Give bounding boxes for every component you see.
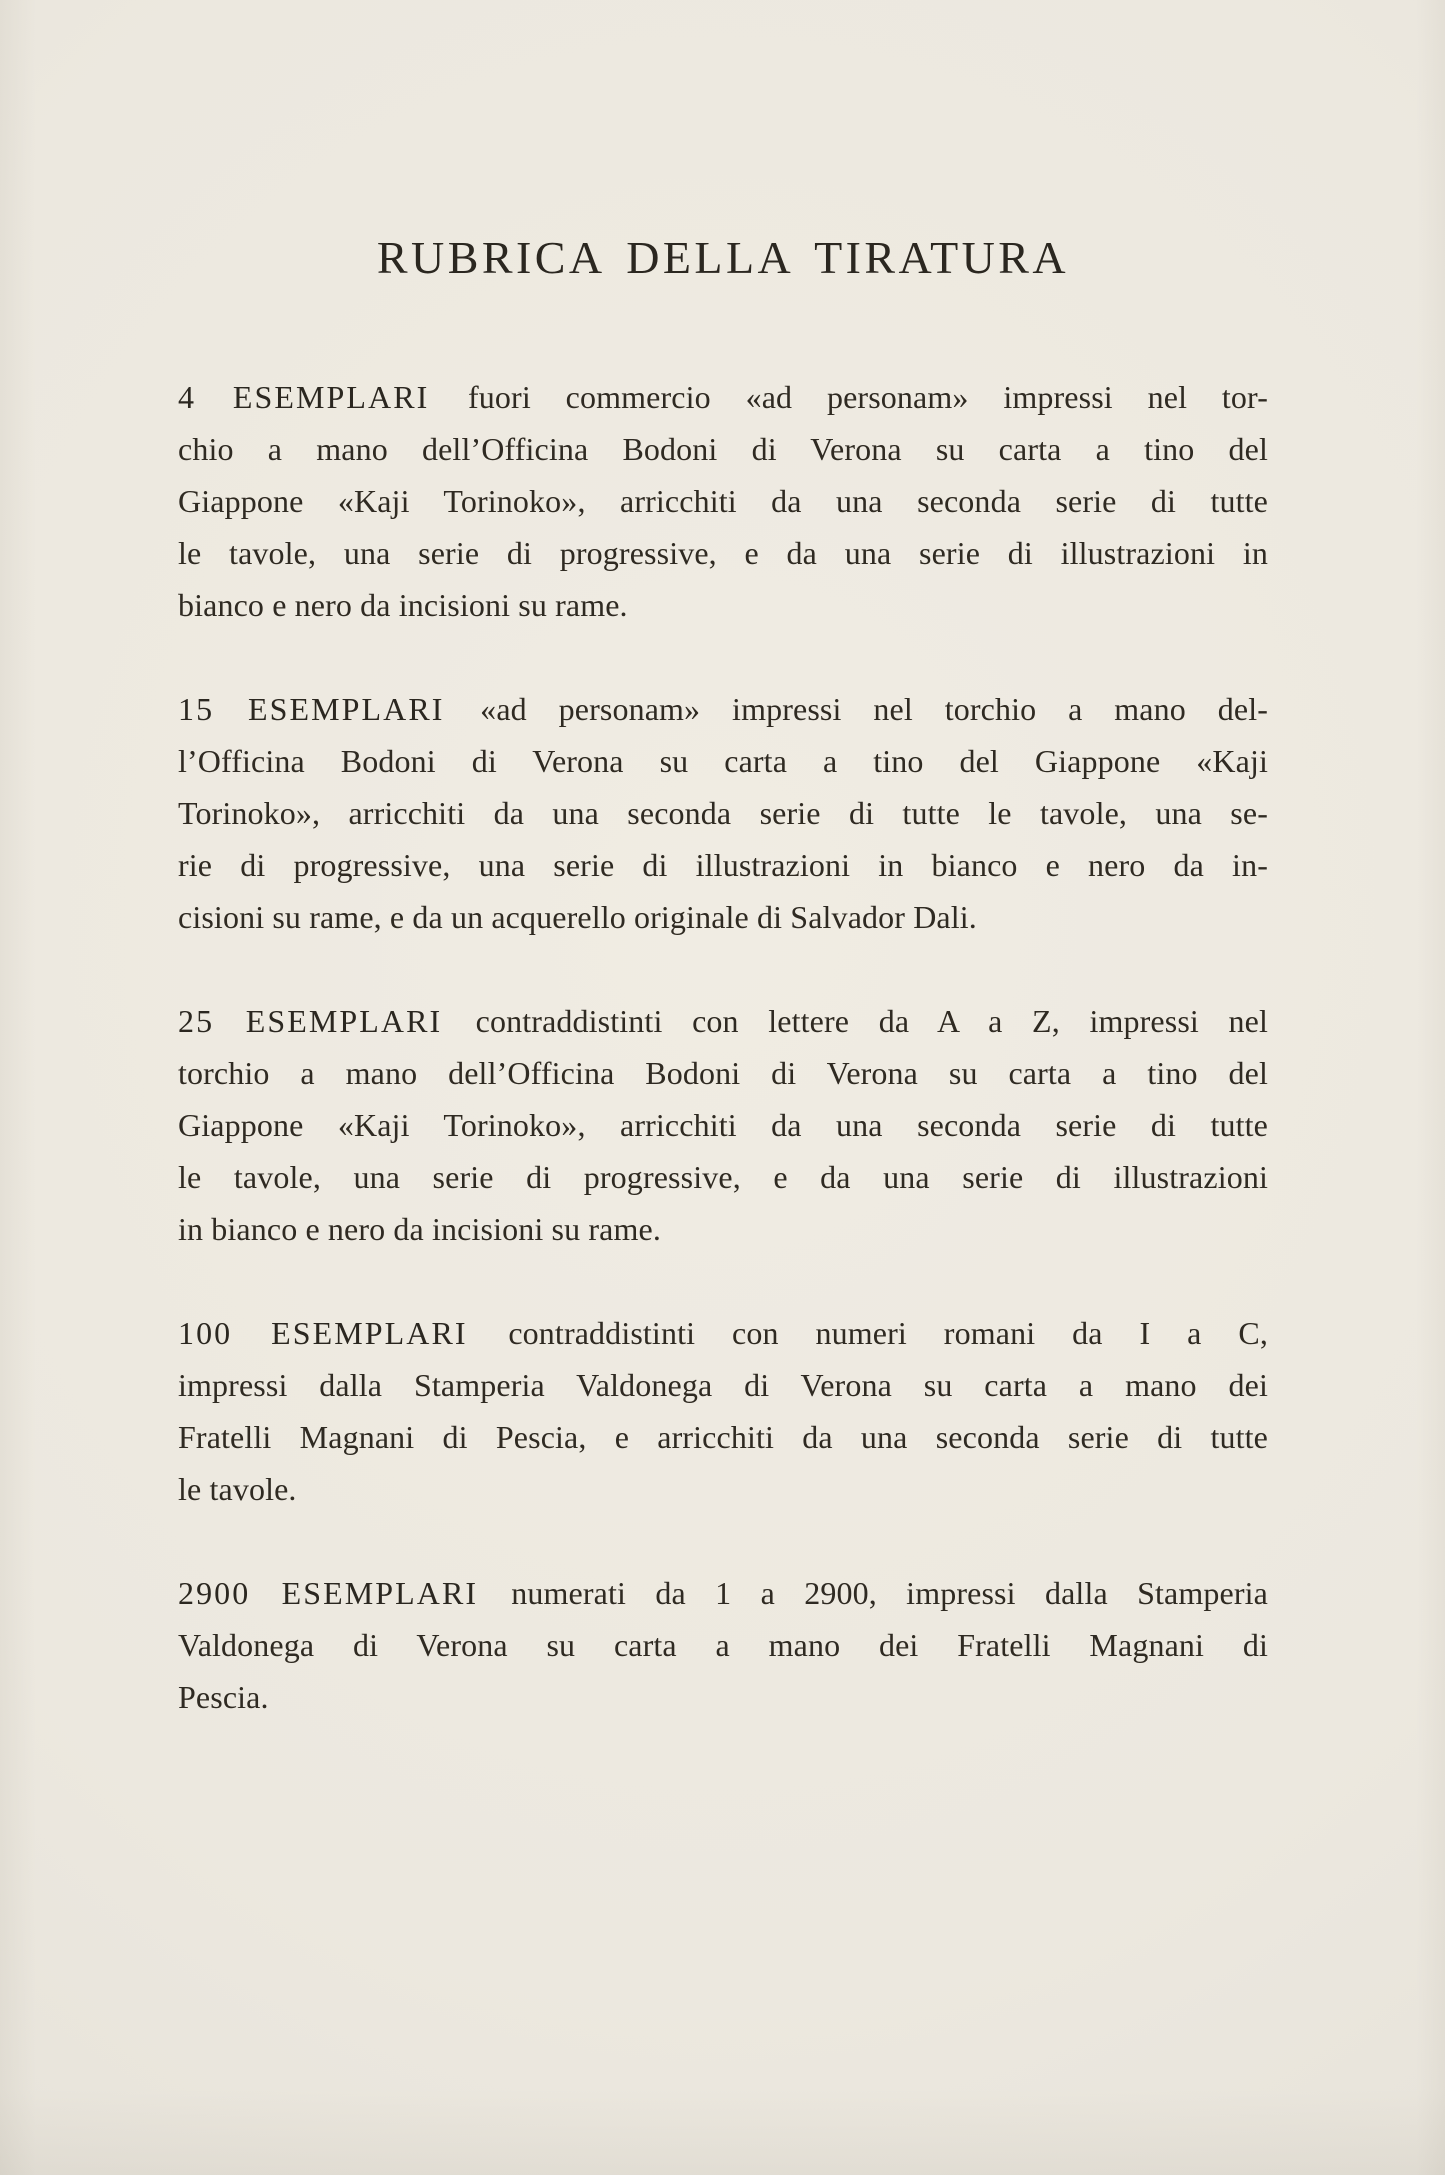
text-line: in bianco e nero da incisioni su rame. xyxy=(178,1211,661,1247)
text-line: rie di progressive, una serie di illustrazioni in bianco e nero da in- xyxy=(178,847,1268,883)
text-line: impressi dalla Stamperia Valdonega di Verona su carta a mano dei xyxy=(178,1367,1268,1403)
text-line: chio a mano dell’Officina Bodoni di Verona su carta a tino del xyxy=(178,431,1268,467)
text-line: le tavole, una serie di progressive, e da una serie di illustrazioni xyxy=(178,1159,1268,1195)
text-line: Giappone «Kaji Torinoko», arricchiti da una seconda serie di tutte xyxy=(178,483,1268,519)
text-line: le tavole, una serie di progressive, e da una serie di illustrazioni in xyxy=(178,535,1268,571)
text-block xyxy=(178,371,1268,1775)
paragraph-2 xyxy=(178,683,1268,943)
text-line: Giappone «Kaji Torinoko», arricchiti da una seconda serie di tutte xyxy=(178,1107,1268,1143)
paragraph-5 xyxy=(178,1567,1268,1723)
paragraph-3 xyxy=(178,995,1268,1255)
page-title: RUBRICA DELLA TIRATURA xyxy=(376,231,1070,283)
text-line: Pescia. xyxy=(178,1679,269,1715)
text-line: 2900 ESEMPLARI numerati da 1 a 2900, impressi dalla Stamperia xyxy=(178,1575,1268,1611)
text-line: 15 ESEMPLARI «ad personam» impressi nel torchio a mano del- xyxy=(178,691,1269,727)
text-line: torchio a mano dell’Officina Bodoni di Verona su carta a tino del xyxy=(178,1055,1268,1091)
edition-lead: 100 ESEMPLARI xyxy=(178,1315,468,1351)
text-line: cisioni su rame, e da un acquerello originale di Salvador Dali. xyxy=(178,899,977,935)
text-line: bianco e nero da incisioni su rame. xyxy=(178,587,628,623)
edition-lead: 15 ESEMPLARI xyxy=(178,691,445,727)
paragraph-1 xyxy=(178,371,1268,631)
text-line: 100 ESEMPLARI contraddistinti con numeri romani da I a C, xyxy=(178,1315,1268,1351)
edition-lead: 2900 ESEMPLARI xyxy=(178,1575,479,1611)
text-line: le tavole. xyxy=(178,1471,297,1507)
text-line: Fratelli Magnani di Pescia, e arricchiti da una seconda serie di tutte xyxy=(178,1419,1268,1455)
edition-lead: 4 ESEMPLARI xyxy=(178,379,430,415)
paragraph-4 xyxy=(178,1307,1268,1515)
text-line: 4 ESEMPLARI fuori commercio «ad personam» impressi nel tor- xyxy=(178,379,1268,415)
text-line: Torinoko», arricchiti da una seconda serie di tutte le tavole, una se- xyxy=(178,795,1268,831)
edition-lead: 25 ESEMPLARI xyxy=(178,1003,443,1039)
text-line: 25 ESEMPLARI contraddistinti con lettere da A a Z, impressi nel xyxy=(178,1003,1268,1039)
text-line: Valdonega di Verona su carta a mano dei Fratelli Magnani di xyxy=(178,1627,1268,1663)
text-line: l’Officina Bodoni di Verona su carta a tino del Giappone «Kaji xyxy=(178,743,1268,779)
